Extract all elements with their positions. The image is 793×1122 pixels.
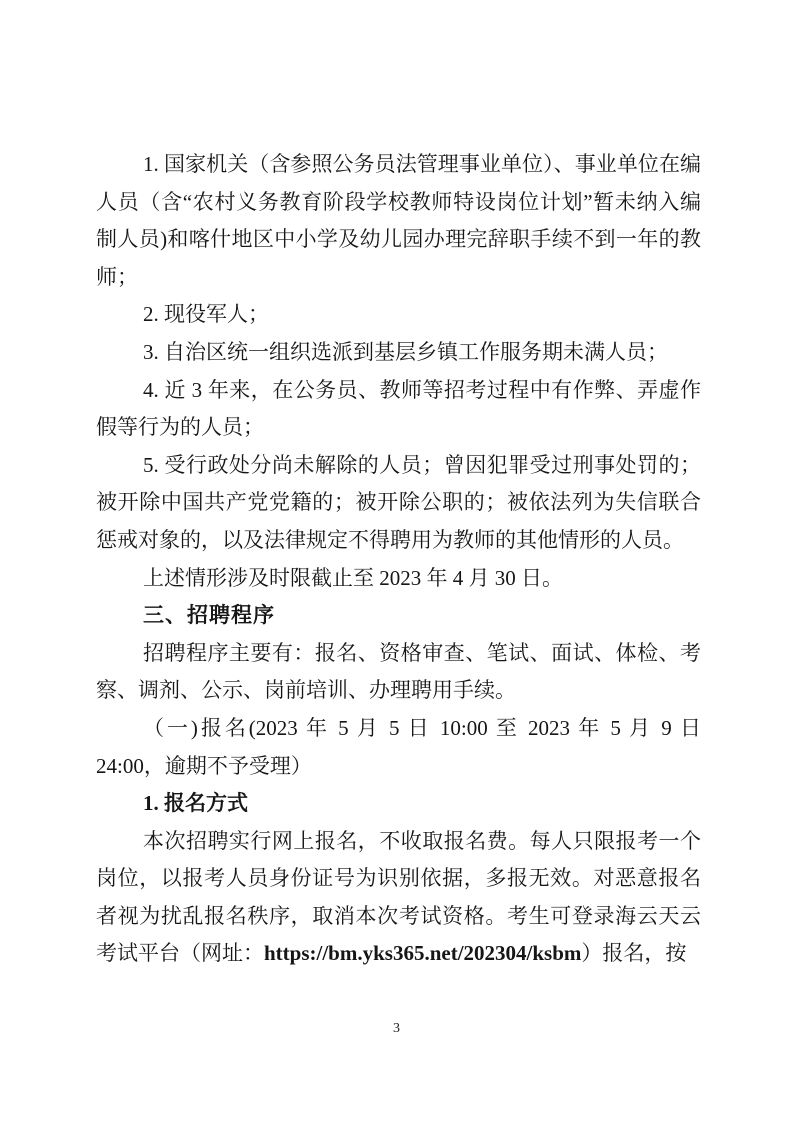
signup-period-heading: （一)报名(2023 年 5 月 5 日 10:00 至 2023 年 5 月 9 日 24:00，逾期不予受理） <box>96 715 701 778</box>
clause-item-5: 5. 受行政处分尚未解除的人员；曾因犯罪受过刑事处罚的；被开除中国共产党党籍的；被开除公职的；被依法列为失信联合惩戒对象的，以及法律规定不得聘用为教师的其他情形的人员。 <box>96 452 701 552</box>
signup-url: https://bm.yks365.net/202304/ksbm <box>264 941 582 966</box>
signup-method-paragraph <box>96 823 701 973</box>
document-body <box>96 146 701 973</box>
clause-item-4: 4. 近 3 年来，在公务员、教师等招考过程中有作弊、弄虚作假等行为的人员； <box>96 377 701 440</box>
clause-item-3: 3. 自治区统一组织选派到基层乡镇工作服务期未满人员； <box>143 339 668 364</box>
signup-method-heading: 1. 报名方式 <box>143 791 248 816</box>
section-heading-recruitment-procedure: 三、招聘程序 <box>143 604 275 628</box>
clause-item-2: 2. 现役军人； <box>143 302 269 327</box>
clause-item-1: 1. 国家机关（含参照公务员法管理事业单位）、事业单位在编人员（含“农村义务教育阶段学校教师特设岗位计划”暂未纳入编制人员)和喀什地区中小学及幼儿园办理完辞职手续不到一年的教师； <box>96 152 701 289</box>
method-text-after-url: ）报名，按 <box>581 941 687 966</box>
procedure-overview: 招聘程序主要有：报名、资格审查、笔试、面试、体检、考察、调剂、公示、岗前培训、办理聘用手续。 <box>96 640 701 703</box>
page-number: 3 <box>393 1021 400 1036</box>
deadline-note: 上述情形涉及时限截止至 2023 年 4 月 30 日。 <box>143 565 563 590</box>
method-text-before-url: 本次招聘实行网上报名，不收取报名费。每人只限报考一个岗位，以报考人员身份证号为识别依据，多报无效。对恶意报名者视为扰乱报名秩序，取消本次考试资格。考生可登录海云天云考试平台（网址： <box>96 828 701 966</box>
